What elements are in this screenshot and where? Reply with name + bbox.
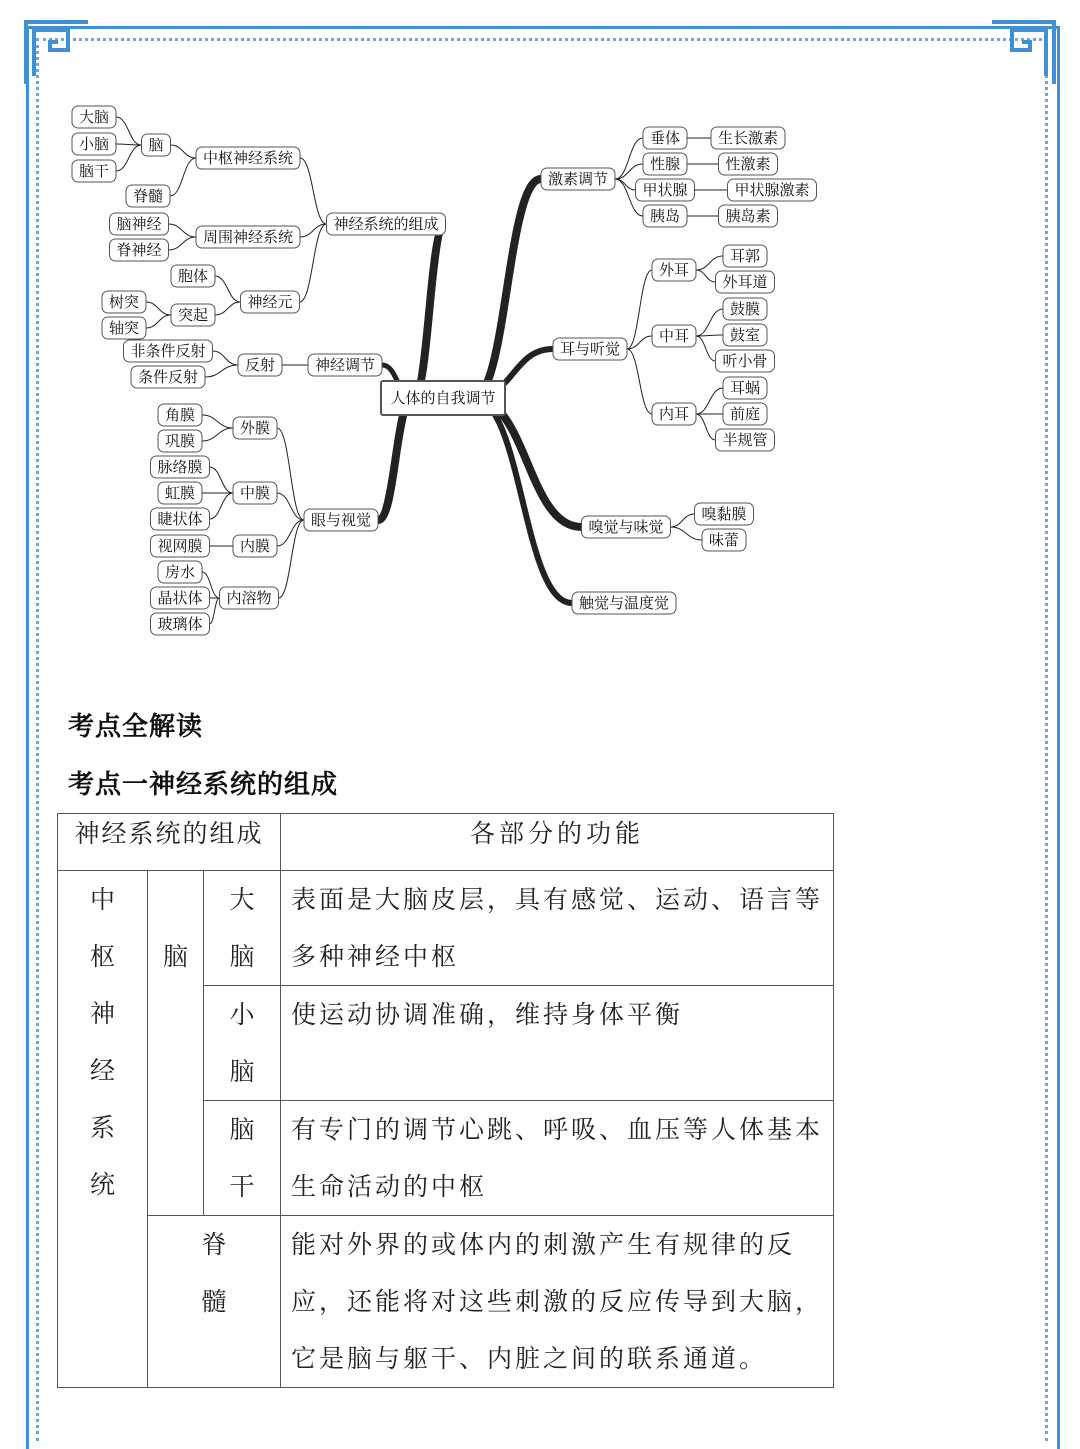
svg-text:角膜: 角膜 [164,406,196,424]
svg-text:房水: 房水 [164,563,196,581]
svg-text:脑神经: 脑神经 [116,215,162,233]
part-brainstem-text: 脑 干 [229,1115,255,1201]
svg-text:嗅黏膜: 嗅黏膜 [701,505,747,523]
header-function: 各部分的功能 [281,814,834,871]
node-ear-inner-part [723,403,767,425]
mind-map-edge [215,302,241,315]
mind-map-edge [671,514,695,527]
svg-text:神经元: 神经元 [247,293,293,311]
function-cerebellum: 使运动协调准确，维持身体平衡 [281,986,834,1101]
mind-map-edge [210,467,234,493]
svg-text:生长激素: 生长激素 [717,129,779,147]
mind-map-edge [169,224,197,237]
center-node [381,381,505,415]
part-brainstem [204,1101,281,1216]
part-spinal-text: 脊 髓 [201,1230,227,1316]
svg-text:晶状体: 晶状体 [157,589,203,607]
node-smell-taste [582,516,671,538]
node-gland [643,205,687,227]
svg-text:外耳道: 外耳道 [722,273,768,291]
mind-map-edge [378,398,413,520]
mind-map-edge [696,388,723,414]
central-nervous-text: 中 枢 神 经 系 统 [89,885,115,1199]
node-eye-inner [233,535,277,557]
svg-text:内溶物: 内溶物 [226,589,272,607]
svg-text:树突: 树突 [108,293,140,311]
node-ear-inner-part [716,429,775,451]
svg-text:脉络膜: 脉络膜 [157,458,203,476]
node-reflex-type [131,366,205,388]
node-eye-middle [233,482,277,504]
node-peripheral-part [110,239,169,261]
node-eye-middle-part [158,482,202,504]
svg-text:垂体: 垂体 [649,129,681,147]
mind-map-edge [696,309,723,336]
svg-text:脊髓: 脊髓 [132,187,164,205]
node-eye-outer-part [158,404,202,426]
node-nervous-regulation [308,354,382,376]
mind-map-edge [213,351,239,365]
mind-map-edge [146,302,171,315]
node-eye-contents-part [151,613,210,635]
svg-text:眼与视觉: 眼与视觉 [310,511,372,529]
mind-map-edge [696,336,716,361]
svg-text:轴突: 轴突 [108,319,140,337]
node-brain [142,134,171,156]
svg-text:巩膜: 巩膜 [164,432,196,450]
node-ear-inner [652,403,696,425]
node-eye-vision [304,509,378,531]
brain-label: 脑 [148,871,204,1216]
node-process-part [102,317,146,339]
node-process [171,304,215,326]
mind-map-edge [300,224,327,302]
svg-text:半规管: 半规管 [722,431,768,449]
svg-text:脊神经: 脊神经 [116,241,162,259]
node-eye-inner-part [151,535,210,557]
svg-text:脑干: 脑干 [78,162,110,180]
function-spinal-cord: 能对外界的或体内的刺激产生有规律的反应，还能将对这些刺激的反应传导到大脑，它是脑与躯干、内脏之间的联系通道。 [281,1216,834,1388]
mind-map-edge [627,270,652,349]
mind-map-edge [696,270,716,282]
part-spinal-cord [148,1216,281,1388]
node-process-part [102,291,146,313]
svg-text:小脑: 小脑 [78,135,110,153]
svg-text:前庭: 前庭 [729,405,761,423]
mind-map-edge [627,349,652,414]
node-ear-middle-part [716,350,775,372]
node-eye-outer-part [158,430,202,452]
mind-map [0,0,1080,660]
node-smell-taste-part [702,529,746,551]
mind-map-edge [169,237,197,250]
svg-text:胰岛: 胰岛 [649,207,681,225]
node-brain-part [72,160,116,182]
svg-text:玻璃体: 玻璃体 [157,615,203,633]
node-brain-part [72,133,116,155]
mind-map-edge [473,179,541,398]
svg-text:鼓室: 鼓室 [729,326,761,344]
mind-map-edge [205,365,238,377]
svg-text:耳与听觉: 耳与听觉 [559,340,621,358]
mind-map-edge [696,256,723,270]
node-spinal-cord [126,185,170,207]
mind-map-edge [170,158,196,196]
node-eye-contents [220,587,279,609]
node-neuron [241,291,300,313]
svg-text:反射: 反射 [244,356,276,374]
mind-map-edge [473,398,572,603]
node-gland [643,127,687,149]
node-brain-part [72,106,116,128]
mind-map-edge [615,164,643,179]
svg-text:神经调节: 神经调节 [314,356,376,374]
node-reflex [238,354,282,376]
svg-text:嗅觉与味觉: 嗅觉与味觉 [588,518,664,536]
node-cell-body [171,265,215,287]
mind-map-edge [146,315,171,328]
svg-text:突起: 突起 [177,306,209,324]
mind-map-edge [215,276,241,302]
node-eye-contents-part [151,587,210,609]
svg-text:性激素: 性激素 [725,155,771,173]
mind-map-edge [202,428,233,441]
node-peripheral-nervous [196,226,300,248]
svg-text:中耳: 中耳 [658,327,690,345]
svg-text:触觉与温度觉: 触觉与温度觉 [578,594,670,612]
mind-map-edge [615,138,643,179]
node-central-nervous [196,147,300,169]
svg-text:味蕾: 味蕾 [708,531,740,549]
node-ear-middle [652,325,696,347]
node-ear-hearing [553,338,627,360]
mind-map-edge [300,158,327,224]
node-ear-outer [652,259,696,281]
node-ear-outer-part [716,271,775,293]
node-hormone [541,168,615,190]
node-gland [643,153,687,175]
node-eye-outer [233,417,277,439]
function-brainstem: 有专门的调节心跳、呼吸、血压等人体基本生命活动的中枢 [281,1101,834,1216]
node-ear-outer-part [723,245,767,267]
node-eye-middle-part [151,456,210,478]
part-cerebellum [204,986,281,1101]
svg-text:大脑: 大脑 [78,108,110,126]
svg-text:耳郭: 耳郭 [729,247,761,265]
svg-text:中膜: 中膜 [239,484,271,502]
svg-text:性腺: 性腺 [649,155,681,173]
svg-text:听小骨: 听小骨 [722,352,768,370]
node-touch-temperature [572,592,676,614]
part-cerebrum-text: 大 脑 [229,885,255,971]
node-hormone-name [719,205,778,227]
svg-text:虹膜: 虹膜 [164,484,196,502]
function-cerebrum: 表面是大脑皮层，具有感觉、运动、语言等多种神经中枢 [281,871,834,986]
nervous-system-table [57,813,834,1388]
svg-text:内耳: 内耳 [658,405,690,423]
svg-text:外耳: 外耳 [658,261,690,279]
mind-map-edge [116,117,142,145]
svg-text:胞体: 胞体 [177,267,209,285]
node-hormone-name [728,179,817,201]
section-heading: 考点全解读 [68,712,204,742]
svg-text:睫状体: 睫状体 [157,510,203,528]
mind-map-edge [210,598,220,624]
svg-text:甲状腺激素: 甲状腺激素 [734,181,810,199]
svg-text:外膜: 外膜 [239,419,271,437]
svg-text:人体的自我调节: 人体的自我调节 [390,389,496,407]
svg-text:视网膜: 视网膜 [157,537,203,555]
node-ear-inner-part [723,377,767,399]
central-nervous-label [58,871,148,1388]
svg-text:周围神经系统: 周围神经系统 [202,228,294,246]
part-cerebellum-text: 小 脑 [229,1000,255,1086]
node-peripheral-part [110,213,169,235]
svg-text:条件反射: 条件反射 [137,368,199,386]
header-composition: 神经系统的组成 [58,814,281,871]
node-gland [636,179,695,201]
node-reflex-type [124,340,213,362]
node-ear-middle-part [723,324,767,346]
svg-text:激素调节: 激素调节 [547,170,609,188]
node-nervous-composition [327,213,446,235]
point-heading: 考点一神经系统的组成 [68,770,339,800]
svg-text:内膜: 内膜 [239,537,271,555]
mind-map-edge [413,224,446,398]
svg-text:甲状腺: 甲状腺 [642,181,688,199]
svg-text:非条件反射: 非条件反射 [130,342,206,360]
mind-map-edge [210,493,234,519]
svg-text:鼓膜: 鼓膜 [729,300,761,318]
node-ear-middle-part [723,298,767,320]
node-hormone-name [711,127,785,149]
svg-text:胰岛素: 胰岛素 [725,207,771,225]
svg-text:脑: 脑 [148,136,164,154]
part-cerebrum [204,871,281,986]
svg-text:中枢神经系统: 中枢神经系统 [202,149,294,167]
node-eye-middle-part [151,508,210,530]
mind-map-edge [696,414,716,440]
node-eye-contents-part [158,561,202,583]
mind-map-edge [202,415,233,428]
mind-map-edge [171,145,197,158]
mind-map-edge [116,145,142,171]
svg-text:神经系统的组成: 神经系统的组成 [333,215,439,233]
node-smell-taste-part [695,503,754,525]
svg-text:耳蜗: 耳蜗 [729,379,761,397]
mind-map-edge [671,527,703,540]
node-hormone-name [719,153,778,175]
